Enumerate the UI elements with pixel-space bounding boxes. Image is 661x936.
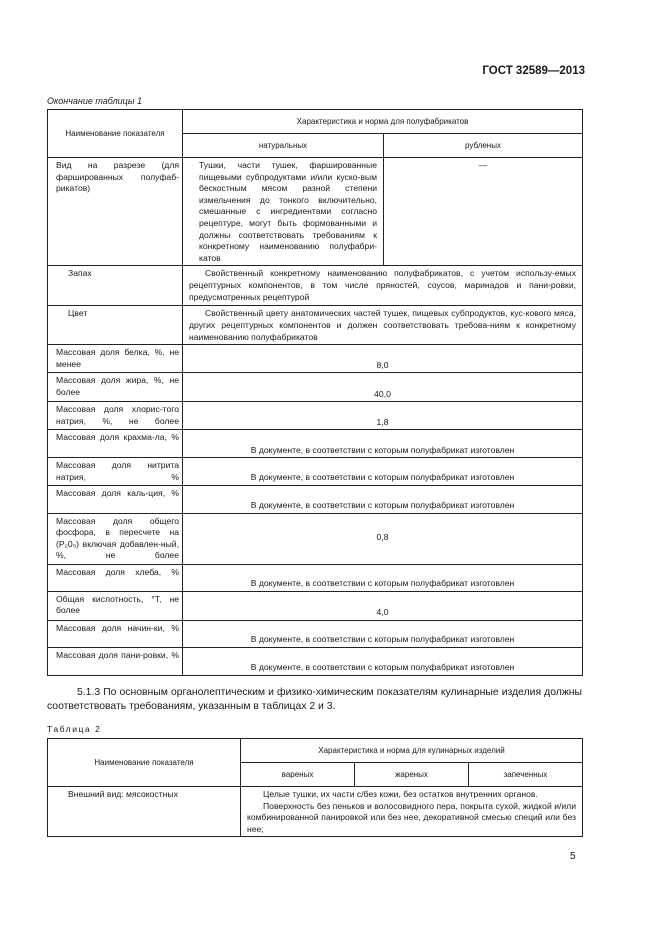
table1-head-name: Наименование показателя — [48, 110, 183, 158]
table-row-name: Массовая доля крахма-ла, % — [48, 430, 183, 458]
table2-caption: Таблица 2 — [47, 724, 102, 734]
table-row-value: В документе, в соответствии с которым полуфабрикат изготовлен — [183, 458, 583, 485]
table-row-value: В документе, в соответствии с которым полуфабрикат изготовлен — [183, 647, 583, 675]
table-row-name: Массовая доля каль-ция, % — [48, 485, 183, 513]
table-row-value: — — [384, 158, 583, 266]
table-row-name: Массовая доля нитрита натрия, % — [48, 458, 183, 485]
table1-caption: Окончание таблицы 1 — [47, 96, 142, 106]
table1-head-col2: рубленых — [384, 134, 583, 158]
paragraph-5-1-3: 5.1.3 По основным органолептическим и физико-химическим показателям кулинарные изделия должны соответствовать требованиям, указанным в таблицах 2 и 3. — [47, 687, 582, 712]
page-number: 5 — [570, 851, 576, 862]
table-row-name: Вид на разрезе (для фаршированных полуфаб-рикатов) — [48, 158, 183, 266]
table-row-name: Массовая доля хлеба, % — [48, 564, 183, 591]
table-row-value: Свойственный цвету анатомических частей тушек, пищевых субпродуктов, кус-кового мяса, других рецептурных компонентов и должен соответствовать требова-ниям к конкретному наименованию полуфабрикатов — [183, 306, 583, 345]
table1 — [47, 109, 583, 676]
table2-head-col3: запеченных — [469, 763, 583, 787]
table-row-name: Массовая доля белка, %, не менее — [48, 345, 183, 373]
table1-head-group: Характеристика и норма для полуфабрикатов — [183, 110, 583, 134]
standard-designation: ГОСТ 32589—2013 — [482, 65, 585, 77]
table-row-value-line: Поверхность без пеньков и волосовидного пера, покрыта сухой, жидкой и/или комбинированной панировкой или без нее, декоративной смесью специй или без нее; — [247, 800, 576, 834]
table-row-value: Свойственный конкретному наименованию полуфабрикатов, с учетом использу-емых рецептурных компонентов, в том числе пряностей, соусов, маринадов и пани-ровки, предусмотренных рецептурой — [183, 266, 583, 306]
table-row-name: Запах — [48, 266, 183, 306]
table-row-value: В документе, в соответствии с которым полуфабрикат изготовлен — [183, 620, 583, 647]
table-row-value: Тушки, части тушек, фаршированные пищевыми субпродуктами и/или куско-вым бескостным мясом разной степени измельчения до тонкого включительно, смешанные с ингредиентами согласно рецептуре, могут быть формованными и должны соответствовать требованиям к конкретному наименованию полуфабри-катов — [183, 158, 384, 266]
table-row-name: Внешний вид: мясокостных — [48, 787, 241, 837]
table2-head-col2: жареных — [355, 763, 469, 787]
table2-head-col1: вареных — [241, 763, 355, 787]
table2 — [47, 738, 583, 837]
table-row-name: Общая кислотность, °Т, не более — [48, 591, 183, 620]
table-row-value: В документе, в соответствии с которым полуфабрикат изготовлен — [183, 430, 583, 458]
table-row-name: Цвет — [48, 306, 183, 345]
table-row-value: 8,0 — [183, 345, 583, 373]
table-row-value: 0,8 — [183, 513, 583, 564]
table-row-name: Массовая доля начин-ки, % — [48, 620, 183, 647]
table-row-name: Массовая доля пани-ровки, % — [48, 647, 183, 675]
table-row-name: Массовая доля общего фосфора, в пересчете на (P₂0₅) включая добавлен-ный, %, не более — [48, 513, 183, 564]
table-row-value: 4,0 — [183, 591, 583, 620]
table-row-value: В документе, в соответствии с которым полуфабрикат изготовлен — [183, 485, 583, 513]
table-row-value: 40,0 — [183, 373, 583, 402]
table-row-name: Массовая доля хлорис-того натрия, %, не более — [48, 402, 183, 430]
table-row-name: Массовая доля жира, %, не более — [48, 373, 183, 402]
table2-head-name: Наименование показателя — [48, 739, 241, 787]
table-row-value: 1,8 — [183, 402, 583, 430]
table-row-value-line: Целые тушки, их части с/без кожи, без остатков внутренних органов. — [263, 789, 538, 799]
table-row-value — [241, 787, 583, 837]
table1-head-col1: натуральных — [183, 134, 384, 158]
table2-head-group: Характеристика и норма для кулинарных изделий — [241, 739, 583, 763]
table-row-value: В документе, в соответствии с которым полуфабрикат изготовлен — [183, 564, 583, 591]
